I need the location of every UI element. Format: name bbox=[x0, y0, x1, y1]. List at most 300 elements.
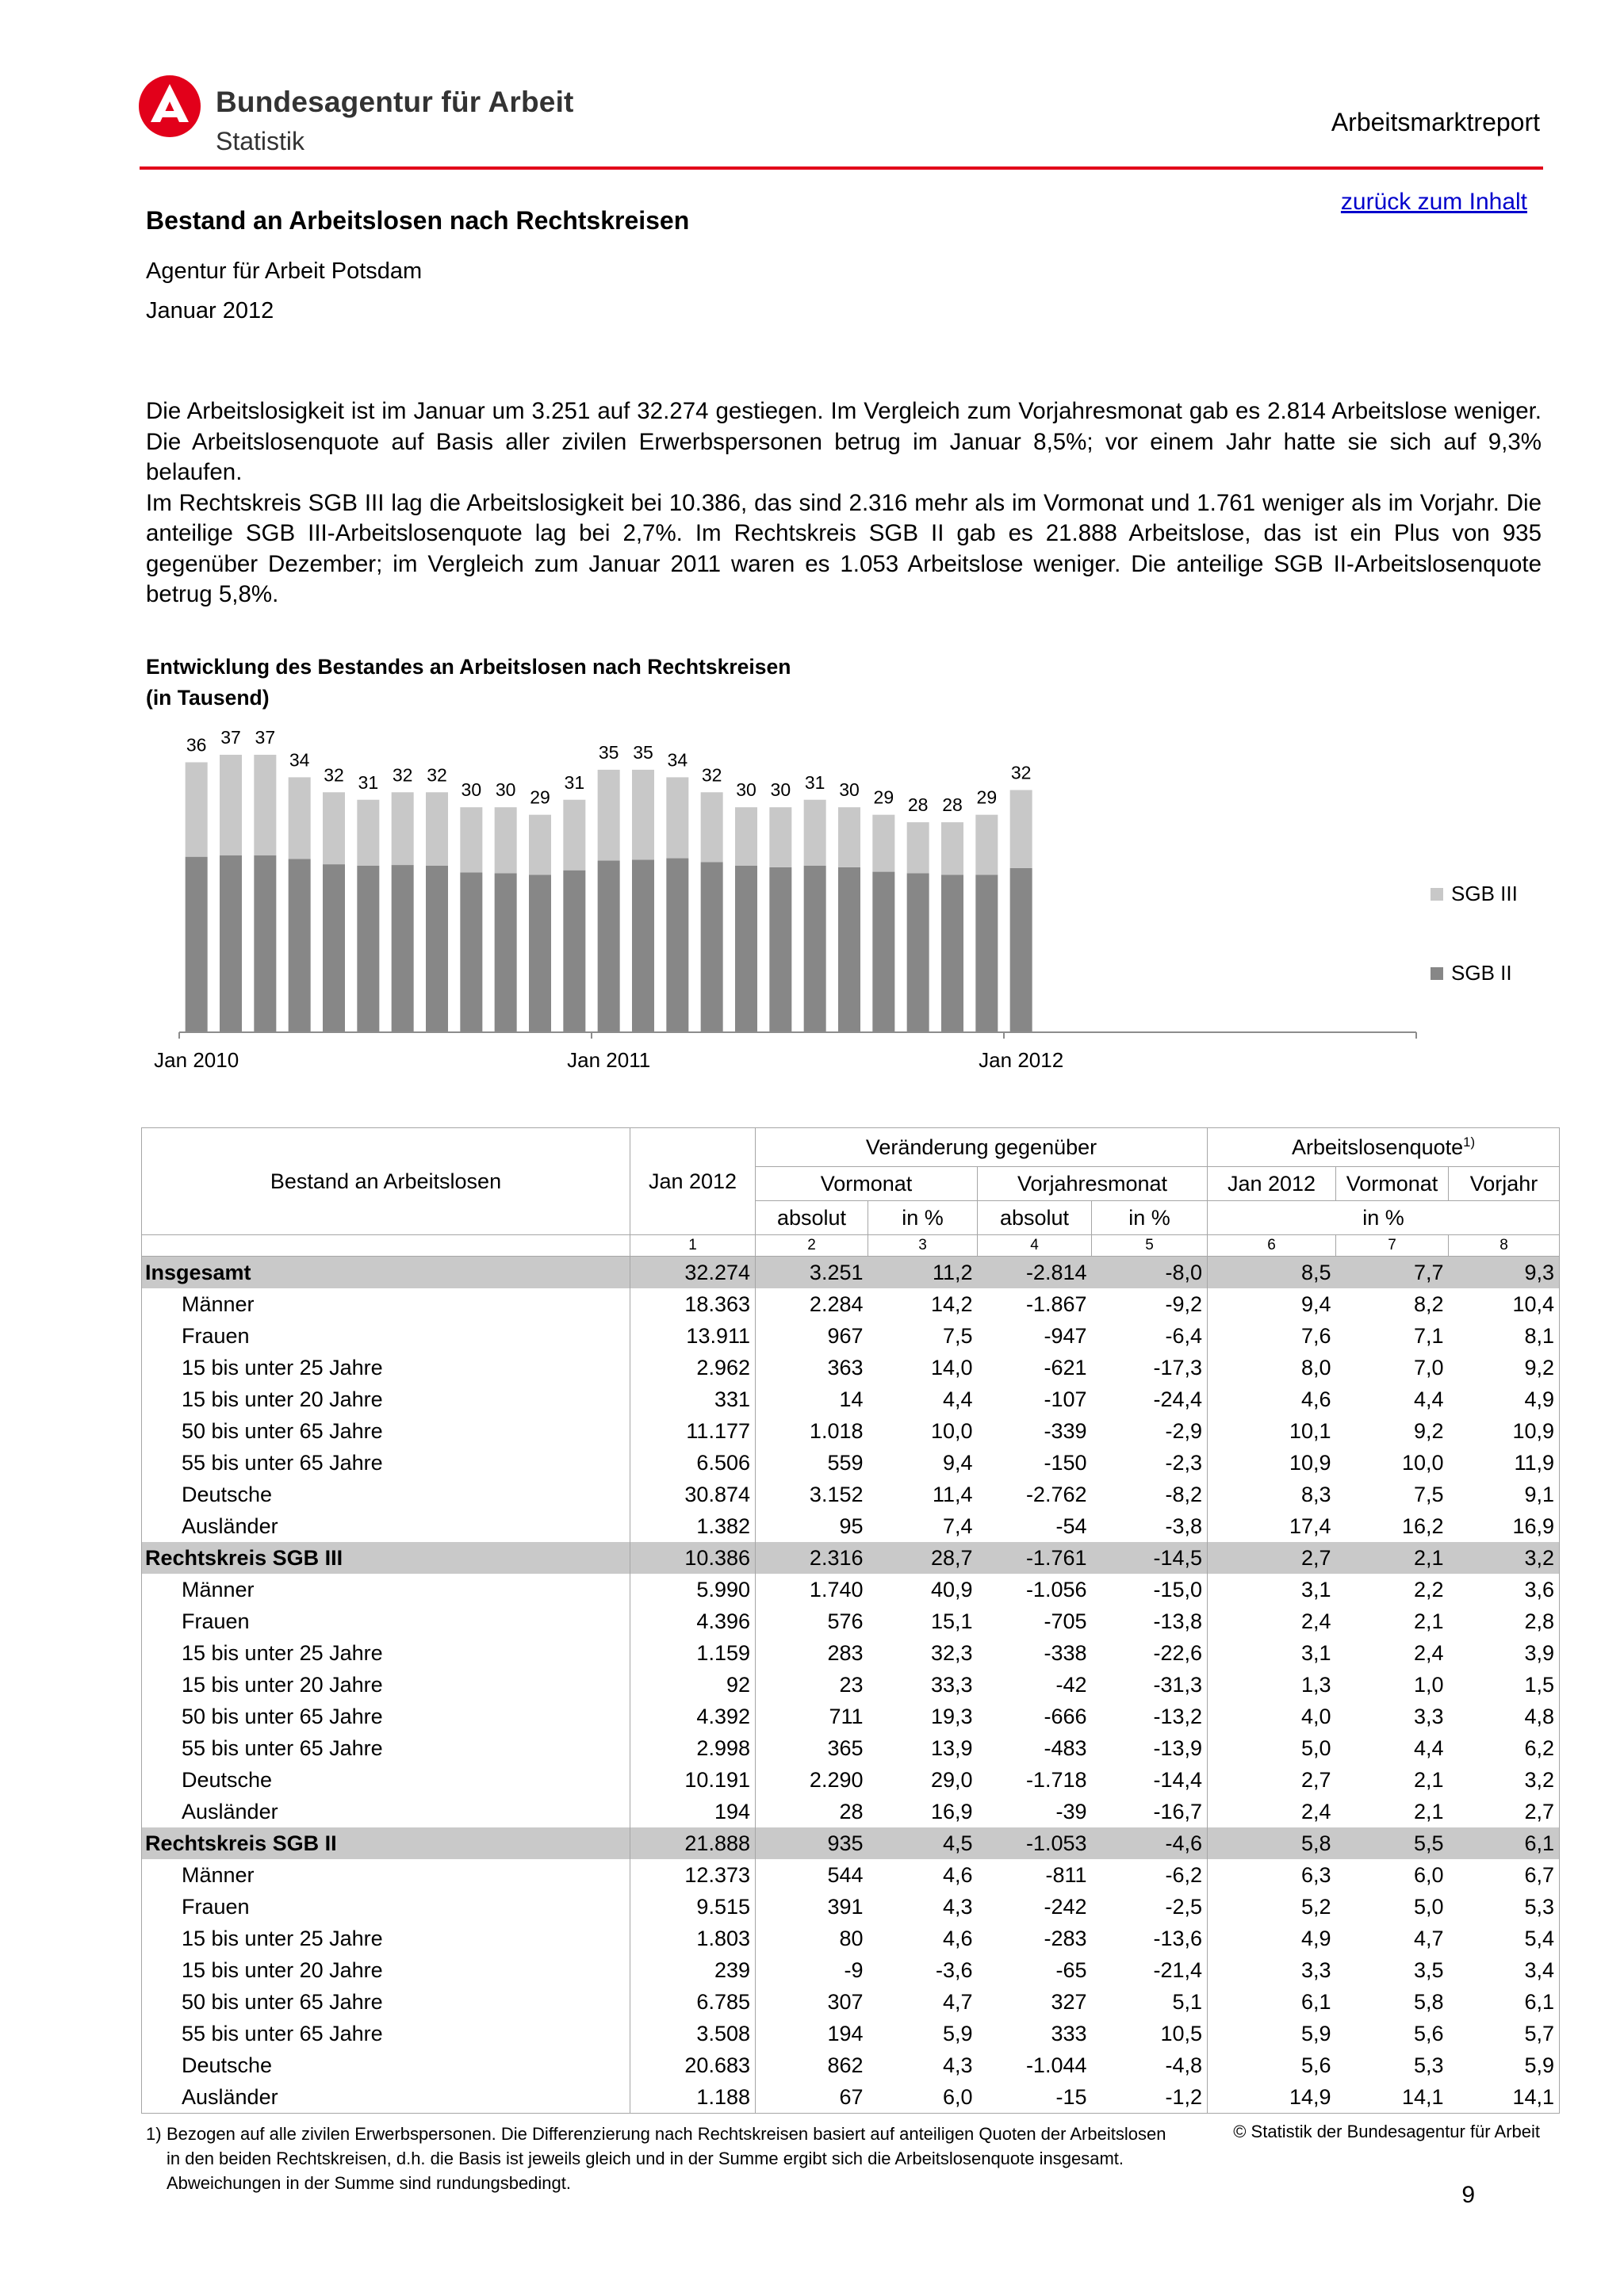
cell-col-8: 1,5 bbox=[1449, 1669, 1560, 1701]
cell-col-5: -16,7 bbox=[1092, 1796, 1208, 1827]
bar-total-label: 29 bbox=[976, 786, 998, 808]
cell-col-8: 9,2 bbox=[1449, 1352, 1560, 1383]
cell-col-3: 4,3 bbox=[942, 2053, 973, 2077]
cell-col-1: 10.386 bbox=[630, 1542, 756, 1574]
cell-col-4: -1.053 bbox=[978, 1827, 1092, 1859]
col-quote-label: Arbeitslosenquote bbox=[1292, 1135, 1464, 1159]
bar-sgb2 bbox=[495, 873, 517, 1032]
table-row bbox=[142, 1447, 1560, 1479]
col-absolut: absolut bbox=[756, 1201, 868, 1235]
col-number: 4 bbox=[978, 1235, 1092, 1257]
col-quote-vormonat: Vormonat bbox=[1336, 1167, 1449, 1201]
cell-col-4: -283 bbox=[1044, 1926, 1087, 1950]
cell-col-8: 5,7 bbox=[1449, 2018, 1560, 2049]
col-vormonat: Vormonat bbox=[756, 1167, 978, 1201]
row-label: 15 bis unter 20 Jahre bbox=[142, 1383, 630, 1415]
report-month: Januar 2012 bbox=[146, 298, 274, 323]
org-name: Bundesagentur für Arbeit bbox=[216, 86, 574, 118]
cell-col-8: 14,1 bbox=[1449, 2081, 1560, 2114]
cell-col-5: 10,5 bbox=[1092, 2018, 1208, 2049]
cell-col-4: -65 bbox=[1055, 1957, 1087, 1982]
cell-col-7: 4,4 bbox=[1413, 1735, 1444, 1760]
cell-col-7: 5,8 bbox=[1413, 1989, 1444, 2014]
bar-sgb2 bbox=[289, 859, 311, 1032]
row-label: 50 bis unter 65 Jahre bbox=[142, 1986, 630, 2018]
bar-sgb2 bbox=[426, 866, 448, 1032]
cell-col-3: 11,2 bbox=[868, 1257, 978, 1289]
col-number: 3 bbox=[868, 1235, 978, 1257]
cell-col-8: 8,1 bbox=[1449, 1320, 1560, 1352]
cell-col-3: 4,5 bbox=[868, 1827, 978, 1859]
cell-col-3: 6,0 bbox=[868, 2081, 978, 2114]
cell-col-5: -22,6 bbox=[1092, 1637, 1208, 1669]
cell-col-6: 4,6 bbox=[1300, 1387, 1331, 1411]
cell-col-1: 239 bbox=[630, 1954, 756, 1986]
cell-col-2: 935 bbox=[756, 1827, 868, 1859]
cell-col-6: 7,6 bbox=[1300, 1323, 1331, 1348]
cell-col-1: 4.392 bbox=[630, 1701, 756, 1732]
chart-x-labels bbox=[154, 1048, 1063, 1072]
cell-col-5: -31,3 bbox=[1092, 1669, 1208, 1701]
cell-col-8: 9,1 bbox=[1449, 1479, 1560, 1510]
cell-col-2: 283 bbox=[827, 1640, 864, 1665]
row-label: Rechtskreis SGB II bbox=[142, 1827, 630, 1859]
cell-col-1: 12.373 bbox=[630, 1859, 756, 1891]
bar-total-label: 35 bbox=[598, 741, 619, 763]
bar-total-label: 32 bbox=[392, 764, 413, 786]
cell-col-1: 21.888 bbox=[630, 1827, 756, 1859]
table-row bbox=[142, 1923, 1560, 1954]
cell-col-4: -1.056 bbox=[1025, 1577, 1087, 1601]
table-row bbox=[142, 1605, 1560, 1637]
bar-sgb3 bbox=[804, 800, 826, 866]
cell-col-8: 6,1 bbox=[1449, 1827, 1560, 1859]
cell-col-8: 5,3 bbox=[1449, 1891, 1560, 1923]
table-row bbox=[142, 1288, 1560, 1320]
cell-col-6: 3,3 bbox=[1300, 1957, 1331, 1982]
table-row bbox=[142, 1574, 1560, 1605]
cell-col-3: 10,0 bbox=[930, 1418, 973, 1443]
cell-col-8: 3,4 bbox=[1449, 1954, 1560, 1986]
cell-col-4: -947 bbox=[1044, 1323, 1087, 1348]
row-label: 15 bis unter 20 Jahre bbox=[142, 1954, 630, 1986]
cell-col-4: -242 bbox=[1044, 1894, 1087, 1919]
table-row bbox=[142, 1479, 1560, 1510]
cell-col-6: 1,3 bbox=[1300, 1672, 1331, 1697]
col-absolut: absolut bbox=[978, 1201, 1092, 1235]
cell-col-1: 10.191 bbox=[630, 1764, 756, 1796]
cell-col-8: 3,2 bbox=[1449, 1764, 1560, 1796]
cell-col-7: 7,7 bbox=[1336, 1257, 1449, 1289]
cell-col-8: 5,4 bbox=[1449, 1923, 1560, 1954]
cell-col-2: 307 bbox=[827, 1989, 864, 2014]
col-in-pct: in % bbox=[868, 1201, 978, 1235]
row-label: 15 bis unter 20 Jahre bbox=[142, 1669, 630, 1701]
cell-col-5: -14,4 bbox=[1092, 1764, 1208, 1796]
cell-col-2: 14 bbox=[839, 1387, 864, 1411]
unemployment-table bbox=[141, 1127, 1560, 2114]
cell-col-8: 11,9 bbox=[1449, 1447, 1560, 1479]
cell-col-1: 6.506 bbox=[630, 1447, 756, 1479]
cell-col-4: -666 bbox=[1044, 1704, 1087, 1728]
cell-col-7: 7,1 bbox=[1413, 1323, 1444, 1348]
cell-col-5: -24,4 bbox=[1092, 1383, 1208, 1415]
table-row bbox=[142, 1510, 1560, 1542]
cell-col-2: 1.740 bbox=[809, 1577, 864, 1601]
bar-total-label: 32 bbox=[324, 764, 344, 786]
bar-sgb3 bbox=[289, 777, 311, 859]
x-tick-label: Jan 2011 bbox=[567, 1048, 651, 1072]
bar-total-label: 34 bbox=[289, 749, 310, 771]
bar-sgb3 bbox=[323, 792, 345, 864]
bar-sgb3 bbox=[254, 755, 276, 855]
cell-col-7: 2,2 bbox=[1413, 1577, 1444, 1601]
cell-col-2: 391 bbox=[827, 1894, 864, 1919]
bar-total-label: 30 bbox=[839, 779, 860, 801]
cell-col-1: 9.515 bbox=[630, 1891, 756, 1923]
cell-col-5: -9,2 bbox=[1092, 1288, 1208, 1320]
cell-col-6: 6,1 bbox=[1300, 1989, 1331, 2014]
bar-sgb2 bbox=[186, 857, 208, 1032]
bar-sgb2 bbox=[254, 855, 276, 1032]
chart-bars bbox=[186, 755, 1032, 1032]
cell-col-3: 15,1 bbox=[930, 1609, 973, 1633]
cell-col-7: 5,6 bbox=[1413, 2021, 1444, 2045]
table-row bbox=[142, 1352, 1560, 1383]
cell-col-2: 1.018 bbox=[809, 1418, 864, 1443]
table-row bbox=[142, 1891, 1560, 1923]
cell-col-8: 6,7 bbox=[1449, 1859, 1560, 1891]
bar-sgb2 bbox=[872, 872, 894, 1032]
cell-col-4: -621 bbox=[1044, 1355, 1087, 1380]
cell-col-1: 32.274 bbox=[630, 1257, 756, 1289]
cell-col-5: -3,8 bbox=[1092, 1510, 1208, 1542]
cell-col-2: 544 bbox=[827, 1862, 864, 1887]
chart-title-line-2: (in Tausend) bbox=[146, 686, 270, 710]
row-label: Deutsche bbox=[142, 1479, 630, 1510]
bar-total-label: 31 bbox=[358, 771, 379, 793]
table-row bbox=[142, 1637, 1560, 1669]
bar-sgb2 bbox=[632, 859, 654, 1032]
cell-col-2: 80 bbox=[839, 1926, 864, 1950]
table-group-row bbox=[142, 1257, 1560, 1289]
cell-col-8: 9,3 bbox=[1449, 1257, 1560, 1289]
cell-col-2: 862 bbox=[827, 2053, 864, 2077]
cell-col-8: 3,9 bbox=[1449, 1637, 1560, 1669]
cell-col-1: 331 bbox=[630, 1383, 756, 1415]
cell-col-2: 2.290 bbox=[809, 1767, 864, 1792]
cell-col-4: -1.761 bbox=[978, 1542, 1092, 1574]
cell-col-6: 2,4 bbox=[1300, 1799, 1331, 1823]
cell-col-7: 2,1 bbox=[1413, 1609, 1444, 1633]
cell-col-4: -150 bbox=[1044, 1450, 1087, 1475]
cell-col-5: -13,2 bbox=[1092, 1701, 1208, 1732]
cell-col-7: 5,5 bbox=[1336, 1827, 1449, 1859]
cell-col-2: 2.284 bbox=[809, 1292, 864, 1316]
row-label: 15 bis unter 25 Jahre bbox=[142, 1923, 630, 1954]
col-number: 1 bbox=[630, 1235, 756, 1257]
intro-paragraph-1: Die Arbeitslosigkeit ist im Januar um 3.251 auf 32.274 gestiegen. Im Vergleich zum Vorjahresmonat gab es 2.814 Arbeitslose weniger. Die Arbeitslosenquote auf Basis aller zivilen Erwerbspersonen betrug im Januar 8,5%; vor einem Jahr hatte sie sich auf 9,3% belaufen. bbox=[146, 398, 1542, 485]
col-vorjahresmonat: Vorjahresmonat bbox=[978, 1167, 1208, 1201]
cell-col-5: -8,0 bbox=[1092, 1257, 1208, 1289]
row-label: 15 bis unter 25 Jahre bbox=[142, 1637, 630, 1669]
cell-col-2: 194 bbox=[827, 2021, 864, 2045]
row-label: 15 bis unter 25 Jahre bbox=[142, 1352, 630, 1383]
bar-sgb3 bbox=[357, 800, 379, 866]
cell-col-2: 576 bbox=[827, 1609, 864, 1633]
legend-label: SGB III bbox=[1451, 882, 1518, 905]
table-row bbox=[142, 1320, 1560, 1352]
cell-col-6: 5,6 bbox=[1300, 2053, 1331, 2077]
cell-col-1: 11.177 bbox=[630, 1415, 756, 1447]
table-row bbox=[142, 1859, 1560, 1891]
cell-col-3: -3,6 bbox=[935, 1957, 973, 1982]
cell-col-2: 967 bbox=[827, 1323, 864, 1348]
row-label: 55 bis unter 65 Jahre bbox=[142, 1447, 630, 1479]
cell-col-2: 559 bbox=[827, 1450, 864, 1475]
bar-sgb3 bbox=[735, 807, 757, 866]
cell-col-1: 4.396 bbox=[630, 1605, 756, 1637]
cell-col-8: 2,7 bbox=[1449, 1796, 1560, 1827]
bar-total-label: 37 bbox=[220, 727, 241, 748]
cell-col-6: 4,0 bbox=[1300, 1704, 1331, 1728]
cell-col-3: 13,9 bbox=[930, 1735, 973, 1760]
table-row bbox=[142, 1383, 1560, 1415]
cell-col-3: 4,3 bbox=[942, 1894, 973, 1919]
cell-col-3: 5,9 bbox=[942, 2021, 973, 2045]
back-to-contents-link[interactable]: zurück zum Inhalt bbox=[1340, 189, 1527, 215]
cell-col-3: 9,4 bbox=[942, 1450, 973, 1475]
bar-total-label: 30 bbox=[736, 779, 756, 801]
bar-total-label: 30 bbox=[495, 779, 516, 801]
cell-col-1: 18.363 bbox=[630, 1288, 756, 1320]
bar-sgb2 bbox=[941, 874, 963, 1032]
cell-col-2: 363 bbox=[827, 1355, 864, 1380]
cell-col-4: -483 bbox=[1044, 1735, 1087, 1760]
cell-col-6: 17,4 bbox=[1289, 1513, 1331, 1538]
cell-col-6: 4,9 bbox=[1300, 1926, 1331, 1950]
bar-total-label: 30 bbox=[461, 779, 482, 801]
cell-col-8: 16,9 bbox=[1449, 1510, 1560, 1542]
cell-col-8: 2,8 bbox=[1449, 1605, 1560, 1637]
cell-col-4: -39 bbox=[1055, 1799, 1087, 1823]
x-tick-label: Jan 2012 bbox=[979, 1048, 1064, 1072]
cell-col-6: 5,8 bbox=[1208, 1827, 1336, 1859]
cell-col-8: 3,2 bbox=[1449, 1542, 1560, 1574]
cell-col-6: 9,4 bbox=[1300, 1292, 1331, 1316]
cell-col-3: 32,3 bbox=[930, 1640, 973, 1665]
row-label: Ausländer bbox=[142, 2081, 630, 2114]
cell-col-5: -4,6 bbox=[1092, 1827, 1208, 1859]
cell-col-1: 2.962 bbox=[630, 1352, 756, 1383]
col-number: 8 bbox=[1449, 1235, 1560, 1257]
table-row bbox=[142, 1796, 1560, 1827]
cell-col-3: 14,2 bbox=[930, 1292, 973, 1316]
cell-col-3: 29,0 bbox=[930, 1767, 973, 1792]
cell-col-8: 4,8 bbox=[1449, 1701, 1560, 1732]
cell-col-7: 2,1 bbox=[1413, 1799, 1444, 1823]
bar-total-label: 31 bbox=[564, 771, 585, 793]
chart-x-ticks bbox=[179, 1032, 1416, 1039]
bar-sgb3 bbox=[838, 807, 860, 867]
row-label: Männer bbox=[142, 1859, 630, 1891]
row-label: Deutsche bbox=[142, 1764, 630, 1796]
bar-sgb3 bbox=[632, 770, 654, 860]
cell-col-1: 20.683 bbox=[630, 2049, 756, 2081]
bar-total-label: 32 bbox=[1010, 762, 1032, 783]
table-row bbox=[142, 1986, 1560, 2018]
bar-total-label: 37 bbox=[255, 727, 276, 748]
col-number: 7 bbox=[1336, 1235, 1449, 1257]
cell-col-1: 1.159 bbox=[630, 1637, 756, 1669]
bar-sgb2 bbox=[529, 874, 551, 1032]
cell-col-7: 4,7 bbox=[1413, 1926, 1444, 1950]
bar-sgb3 bbox=[975, 815, 998, 875]
cell-col-5: -13,6 bbox=[1092, 1923, 1208, 1954]
bar-sgb3 bbox=[563, 800, 585, 871]
cell-col-4: -2.762 bbox=[1025, 1482, 1087, 1506]
col-quote bbox=[1208, 1128, 1560, 1167]
cell-col-3: 14,0 bbox=[930, 1355, 973, 1380]
cell-col-6: 8,3 bbox=[1300, 1482, 1331, 1506]
cell-col-3: 4,6 bbox=[942, 1926, 973, 1950]
cell-col-8: 4,9 bbox=[1449, 1383, 1560, 1415]
row-label: Deutsche bbox=[142, 2049, 630, 2081]
row-label: Frauen bbox=[142, 1320, 630, 1352]
bar-sgb3 bbox=[495, 807, 517, 873]
bar-sgb3 bbox=[220, 755, 242, 855]
bar-sgb2 bbox=[975, 874, 998, 1032]
cell-col-3: 16,9 bbox=[930, 1799, 973, 1823]
cell-col-6: 8,0 bbox=[1300, 1355, 1331, 1380]
bar-sgb2 bbox=[460, 873, 482, 1032]
org-subtitle: Statistik bbox=[216, 127, 305, 155]
col-quote-jan: Jan 2012 bbox=[1208, 1167, 1336, 1201]
col-number-blank bbox=[142, 1235, 630, 1257]
cell-col-5: -2,9 bbox=[1092, 1415, 1208, 1447]
cell-col-2: 95 bbox=[839, 1513, 864, 1538]
cell-col-8: 10,9 bbox=[1449, 1415, 1560, 1447]
cell-col-6: 10,9 bbox=[1289, 1450, 1331, 1475]
col-quote-vorjahr: Vorjahr bbox=[1449, 1167, 1560, 1201]
x-tick-label: Jan 2010 bbox=[154, 1048, 239, 1072]
cell-col-3: 40,9 bbox=[930, 1577, 973, 1601]
bar-sgb3 bbox=[872, 815, 894, 872]
bar-total-label: 30 bbox=[770, 779, 791, 801]
cell-col-3: 7,5 bbox=[942, 1323, 973, 1348]
section-title: Bestand an Arbeitslosen nach Rechtskreisen bbox=[146, 206, 690, 235]
footnote-ref: 1) bbox=[1463, 1135, 1476, 1150]
chart-title-line-1: Entwicklung des Bestandes an Arbeitslosen nach Rechtskreisen bbox=[146, 655, 791, 679]
row-label: Insgesamt bbox=[142, 1257, 630, 1289]
cell-col-1: 1.803 bbox=[630, 1923, 756, 1954]
cell-col-7: 1,0 bbox=[1413, 1672, 1444, 1697]
row-label: 50 bis unter 65 Jahre bbox=[142, 1415, 630, 1447]
cell-col-6: 14,9 bbox=[1208, 2081, 1336, 2114]
col-number: 5 bbox=[1092, 1235, 1208, 1257]
cell-col-5: -6,2 bbox=[1092, 1859, 1208, 1891]
cell-col-5: -21,4 bbox=[1092, 1954, 1208, 1986]
cell-col-4: -811 bbox=[1045, 1862, 1087, 1887]
cell-col-4: -339 bbox=[1044, 1418, 1087, 1443]
cell-col-1: 6.785 bbox=[630, 1986, 756, 2018]
cell-col-8: 5,9 bbox=[1449, 2049, 1560, 2081]
bar-sgb2 bbox=[907, 873, 929, 1032]
cell-col-5: -8,2 bbox=[1092, 1479, 1208, 1510]
cell-col-1: 30.874 bbox=[630, 1479, 756, 1510]
stacked-bar-chart bbox=[0, 0, 1624, 1094]
table-row bbox=[142, 1415, 1560, 1447]
bar-sgb2 bbox=[838, 867, 860, 1032]
bar-total-label: 31 bbox=[804, 771, 825, 793]
row-label: 50 bis unter 65 Jahre bbox=[142, 1701, 630, 1732]
cell-col-8: 6,1 bbox=[1449, 1986, 1560, 2018]
table-row bbox=[142, 1954, 1560, 1986]
row-label: 55 bis unter 65 Jahre bbox=[142, 2018, 630, 2049]
cell-col-7: 2,4 bbox=[1413, 1640, 1444, 1665]
bar-total-label: 32 bbox=[701, 764, 722, 786]
bar-sgb3 bbox=[598, 770, 620, 860]
cell-col-1: 92 bbox=[630, 1669, 756, 1701]
row-label: Rechtskreis SGB III bbox=[142, 1542, 630, 1574]
cell-col-4: -1.718 bbox=[1025, 1767, 1087, 1792]
cell-col-5: -2,5 bbox=[1092, 1891, 1208, 1923]
bar-sgb3 bbox=[426, 792, 448, 866]
cell-col-1: 1.188 bbox=[630, 2081, 756, 2114]
cell-col-5: -2,3 bbox=[1092, 1447, 1208, 1479]
col-number: 6 bbox=[1208, 1235, 1336, 1257]
bar-sgb2 bbox=[598, 860, 620, 1032]
cell-col-8: 6,2 bbox=[1449, 1732, 1560, 1764]
cell-col-7: 7,5 bbox=[1413, 1482, 1444, 1506]
cell-col-7: 10,0 bbox=[1401, 1450, 1444, 1475]
cell-col-4: -107 bbox=[1044, 1387, 1087, 1411]
bar-sgb2 bbox=[220, 855, 242, 1032]
table-row bbox=[142, 2049, 1560, 2081]
cell-col-2: 3.152 bbox=[809, 1482, 864, 1506]
bar-sgb3 bbox=[186, 762, 208, 856]
cell-col-5: -4,8 bbox=[1092, 2049, 1208, 2081]
row-label: Frauen bbox=[142, 1605, 630, 1637]
bar-sgb3 bbox=[907, 822, 929, 873]
cell-col-5: -13,8 bbox=[1092, 1605, 1208, 1637]
cell-col-2: 3.251 bbox=[756, 1257, 868, 1289]
cell-col-7: 3,5 bbox=[1413, 1957, 1444, 1982]
bar-sgb2 bbox=[666, 859, 688, 1032]
cell-col-6: 2,7 bbox=[1208, 1542, 1336, 1574]
cell-col-4: 333 bbox=[1051, 2021, 1087, 2045]
cell-col-2: 365 bbox=[827, 1735, 864, 1760]
table-body bbox=[142, 1257, 1560, 2114]
cell-col-6: 8,5 bbox=[1208, 1257, 1336, 1289]
cell-col-7: 2,1 bbox=[1336, 1542, 1449, 1574]
row-label: 55 bis unter 65 Jahre bbox=[142, 1732, 630, 1764]
cell-col-1: 13.911 bbox=[630, 1320, 756, 1352]
bar-sgb3 bbox=[666, 777, 688, 858]
cell-col-4: -338 bbox=[1044, 1640, 1087, 1665]
bar-sgb3 bbox=[460, 807, 482, 872]
col-quote-in-pct: in % bbox=[1208, 1201, 1560, 1235]
cell-col-7: 16,2 bbox=[1401, 1513, 1444, 1538]
cell-col-7: 14,1 bbox=[1336, 2081, 1449, 2114]
cell-col-5: 5,1 bbox=[1092, 1986, 1208, 2018]
bar-sgb2 bbox=[392, 865, 414, 1032]
cell-col-5: -6,4 bbox=[1092, 1320, 1208, 1352]
cell-col-1: 5.990 bbox=[630, 1574, 756, 1605]
cell-col-2: 2.316 bbox=[756, 1542, 868, 1574]
cell-col-4: -2.814 bbox=[978, 1257, 1092, 1289]
intro-paragraph-2: Im Rechtskreis SGB III lag die Arbeitslosigkeit bei 10.386, das sind 2.316 mehr als im Vormonat und 1.761 weniger als im Vorjahr. Die anteilige SGB III-Arbeitslosenquote lag bei 2,7%. Im Rechtskreis SGB II gab es 21.888 Arbeitslose, das ist ein Plus von 935 gegenüber Dezember; im Vergleich zum Januar 2011 waren es 1.053 Arbeitslose weniger. Die anteilige SGB II-Arbeitslosenquote betrug 5,8%. bbox=[146, 489, 1542, 607]
